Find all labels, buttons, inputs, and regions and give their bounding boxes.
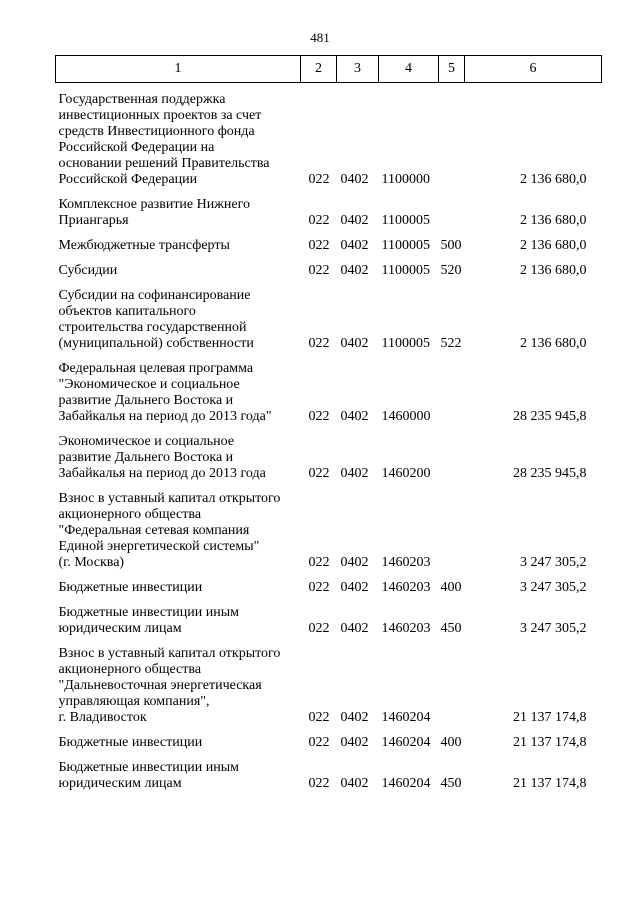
row-amount: 21 137 174,8 [513, 776, 587, 791]
row-spacer [56, 482, 602, 491]
row-expense-type-code: 450 [440, 621, 462, 636]
row-expense-type-code: 520 [440, 263, 462, 278]
row-name-line: Комплексное развитие Нижнего [58, 197, 251, 212]
row-name [56, 238, 301, 254]
row-section-code: 0402 [340, 555, 369, 570]
row-section-code: 0402 [340, 263, 369, 278]
table-row [56, 605, 602, 637]
table-row [56, 646, 602, 726]
row-name-line: г. Владивосток [58, 710, 147, 725]
row-name-line: Российской Федерации [58, 172, 198, 187]
row-name [56, 288, 301, 352]
row-name-line: средств Инвестиционного фонда [58, 124, 255, 139]
row-name [56, 580, 301, 596]
header-row [56, 56, 602, 83]
row-name [56, 434, 301, 482]
row-target-code: 1460203 [381, 580, 431, 595]
row-amount: 3 247 305,2 [520, 555, 587, 570]
table-row [56, 735, 602, 751]
row-name-line: (муниципальной) собственности [58, 336, 254, 351]
table-row [56, 434, 602, 482]
row-target-code: 1460000 [381, 409, 431, 424]
header-col-name: 1 [56, 56, 301, 83]
row-expense-type-code: 500 [440, 238, 462, 253]
row-spacer-cell [56, 726, 602, 735]
row-name-line: развитие Дальнего Востока и [58, 393, 234, 408]
row-name [56, 491, 301, 571]
row-target-code: 1100000 [381, 172, 430, 187]
row-name-line: Федеральная целевая программа [58, 361, 254, 376]
row-expense-type-code [439, 361, 465, 425]
row-name-line: акционерного общества [58, 507, 202, 522]
row-target-code: 1100005 [381, 263, 430, 278]
row-spacer [56, 751, 602, 760]
table-row [56, 361, 602, 425]
row-name-line: Государственная поддержка [58, 92, 226, 107]
row-section-code: 0402 [340, 735, 369, 750]
row-name [56, 735, 301, 751]
row-spacer [56, 352, 602, 361]
row-gr-code: 022 [308, 735, 330, 750]
row-name-line: Приангарья [58, 213, 129, 228]
row-spacer-cell [56, 482, 602, 491]
table-row [56, 491, 602, 571]
row-amount: 2 136 680,0 [520, 336, 587, 351]
row-name-line: "Федеральная сетевая компания [58, 523, 250, 538]
row-gr-code: 022 [308, 263, 330, 278]
row-name-line: акционерного общества [58, 662, 202, 677]
row-expense-type-code: 400 [440, 735, 462, 750]
row-name-line: развитие Дальнего Востока и [58, 450, 234, 465]
row-section-code: 0402 [340, 466, 369, 481]
row-name-line: строительства государственной [58, 320, 247, 335]
row-section-code: 0402 [340, 172, 369, 187]
row-target-code: 1460204 [381, 735, 431, 750]
row-expense-type-code [439, 92, 465, 188]
row-expense-type-code [439, 491, 465, 571]
row-amount: 3 247 305,2 [520, 580, 587, 595]
row-spacer-cell [56, 637, 602, 646]
row-section-code: 0402 [340, 409, 369, 424]
row-amount: 21 137 174,8 [513, 710, 587, 725]
row-name-line: Единой энергетической системы" [58, 539, 260, 554]
row-section-code: 0402 [340, 710, 369, 725]
budget-table [55, 55, 602, 792]
row-name-line: Бюджетные инвестиции [58, 580, 203, 595]
row-name-line: Межбюджетные трансферты [58, 238, 230, 253]
row-amount: 21 137 174,8 [513, 735, 587, 750]
row-spacer-cell [56, 352, 602, 361]
row-amount: 2 136 680,0 [520, 238, 587, 253]
row-gr-code: 022 [308, 336, 330, 351]
row-name-line: объектов капитального [58, 304, 196, 319]
row-section-code: 0402 [340, 776, 369, 791]
row-name-line: Экономическое и социальное [58, 434, 234, 449]
row-gr-code: 022 [308, 172, 330, 187]
row-name-line: "Дальневосточная энергетическая [58, 678, 262, 693]
table-header [56, 56, 602, 83]
row-name [56, 760, 301, 792]
table-row [56, 263, 602, 279]
row-gr-code: 022 [308, 580, 330, 595]
table-row [56, 580, 602, 596]
table-body [56, 83, 602, 793]
row-gr-code: 022 [308, 466, 330, 481]
row-expense-type-code [439, 646, 465, 726]
row-spacer-cell [56, 425, 602, 434]
row-spacer [56, 726, 602, 735]
row-amount: 28 235 945,8 [513, 466, 587, 481]
row-name [56, 263, 301, 279]
table-row [56, 760, 602, 792]
row-gr-code: 022 [308, 555, 330, 570]
row-spacer [56, 637, 602, 646]
page-number: 481 [310, 30, 330, 45]
table-row [56, 288, 602, 352]
row-spacer-cell [56, 751, 602, 760]
row-gr-code: 022 [308, 710, 330, 725]
row-spacer [56, 254, 602, 263]
row-spacer-cell [56, 229, 602, 238]
row-spacer-cell [56, 188, 602, 197]
table-row [56, 238, 602, 254]
row-name-line: Взнос в уставный капитал открытого [58, 646, 281, 661]
row-spacer [56, 596, 602, 605]
row-name-line: Бюджетные инвестиции иным [58, 605, 239, 620]
row-name-line: Бюджетные инвестиции иным [58, 760, 239, 775]
row-spacer [56, 229, 602, 238]
row-target-code: 1460204 [381, 710, 431, 725]
row-name [56, 361, 301, 425]
row-expense-type-code: 522 [440, 336, 462, 351]
row-spacer [56, 571, 602, 580]
row-gr-code: 022 [308, 776, 330, 791]
row-section-code: 0402 [340, 580, 369, 595]
row-name-line: основании решений Правительства [58, 156, 270, 171]
row-expense-type-code: 400 [440, 580, 462, 595]
row-target-code: 1460200 [381, 466, 431, 481]
row-name-line: Бюджетные инвестиции [58, 735, 203, 750]
row-section-code: 0402 [340, 336, 369, 351]
row-expense-type-code [439, 197, 465, 229]
header-col-expense-type: 5 [439, 56, 465, 83]
row-target-code: 1460204 [381, 776, 431, 791]
row-target-code: 1100005 [381, 336, 430, 351]
row-amount: 2 136 680,0 [520, 263, 587, 278]
row-target-code: 1460203 [381, 621, 431, 636]
row-target-code: 1460203 [381, 555, 431, 570]
table-row [56, 92, 602, 188]
row-spacer-cell [56, 596, 602, 605]
header-col-section: 3 [337, 56, 379, 83]
row-spacer [56, 83, 602, 93]
header-col-target: 4 [379, 56, 439, 83]
row-name-line: юридическим лицам [58, 621, 182, 636]
row-target-code: 1100005 [381, 213, 430, 228]
row-spacer [56, 425, 602, 434]
row-name-line: инвестиционных проектов за счет [58, 108, 262, 123]
row-name-line: "Экономическое и социальное [58, 377, 240, 392]
row-section-code: 0402 [340, 621, 369, 636]
row-name-line: Забайкалья на период до 2013 года [58, 466, 266, 481]
row-spacer-cell [56, 279, 602, 288]
row-name [56, 646, 301, 726]
row-amount: 2 136 680,0 [520, 213, 587, 228]
row-amount: 28 235 945,8 [513, 409, 587, 424]
row-name-line: Субсидии на софинансирование [58, 288, 251, 303]
row-spacer [56, 279, 602, 288]
row-name-line: Забайкалья на период до 2013 года" [58, 409, 272, 424]
row-spacer-cell [56, 254, 602, 263]
row-name-line: юридическим лицам [58, 776, 182, 791]
row-name [56, 197, 301, 229]
row-name-line: (г. Москва) [58, 555, 125, 570]
header-col-amount: 6 [465, 56, 602, 83]
row-spacer-cell [56, 571, 602, 580]
row-gr-code: 022 [308, 621, 330, 636]
row-name-line: Российской Федерации на [58, 140, 215, 155]
row-name [56, 605, 301, 637]
row-gr-code: 022 [308, 213, 330, 228]
row-spacer-cell [56, 83, 602, 93]
row-gr-code: 022 [308, 409, 330, 424]
row-name-line: Взнос в уставный капитал открытого [58, 491, 281, 506]
row-amount: 3 247 305,2 [520, 621, 587, 636]
row-spacer [56, 188, 602, 197]
row-section-code: 0402 [340, 213, 369, 228]
row-name [56, 92, 301, 188]
table-row [56, 197, 602, 229]
header-col-gr: 2 [301, 56, 337, 83]
row-name-line: Субсидии [58, 263, 118, 278]
row-name-line: управляющая компания", [58, 694, 210, 709]
row-target-code: 1100005 [381, 238, 430, 253]
row-gr-code: 022 [308, 238, 330, 253]
row-expense-type-code [439, 434, 465, 482]
row-section-code: 0402 [340, 238, 369, 253]
row-expense-type-code: 450 [440, 776, 462, 791]
row-amount: 2 136 680,0 [520, 172, 587, 187]
